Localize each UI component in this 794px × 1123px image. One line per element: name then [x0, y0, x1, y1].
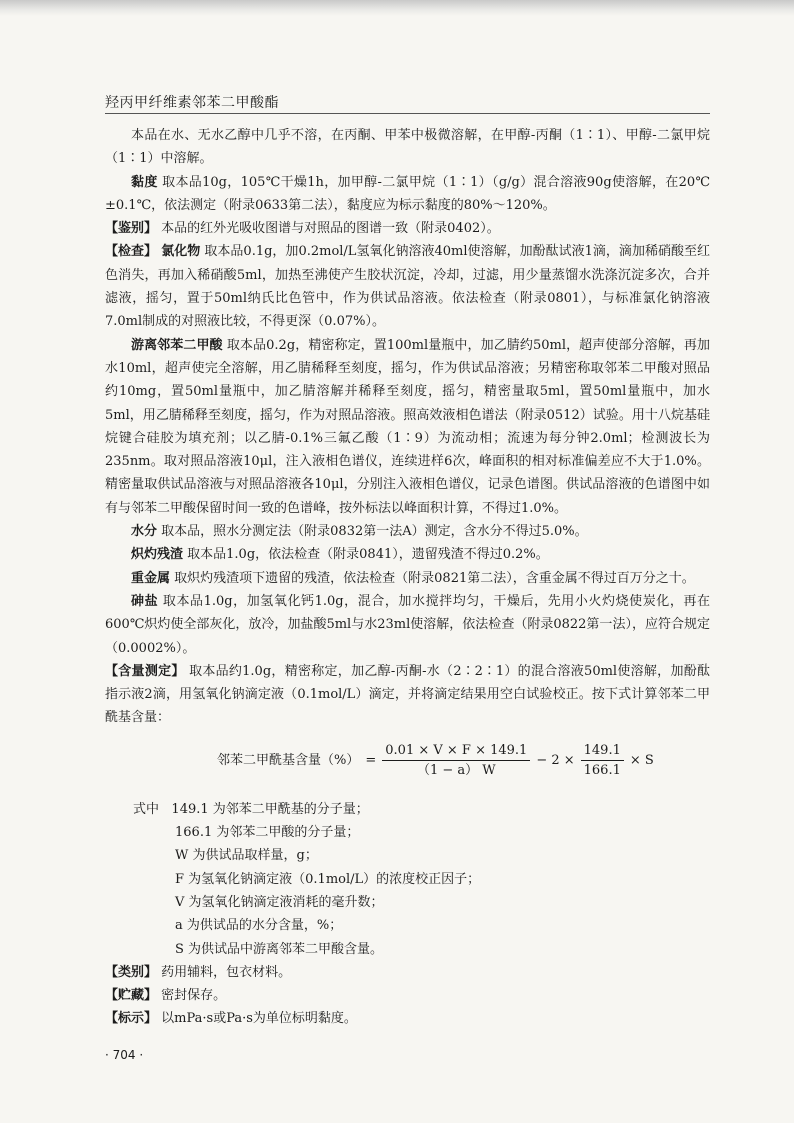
chloride-label: 氯化物 — [161, 244, 201, 260]
chloride-paragraph — [105, 240, 710, 333]
residue-paragraph — [105, 543, 710, 566]
heavy-metals-paragraph — [105, 567, 710, 590]
residue-label: 炽灼残渣 — [131, 547, 184, 563]
solubility-paragraph: 本品在水、无水乙醇中几乎不溶，在丙酮、甲苯中极微溶解，在甲醇-丙酮（1∶1）、甲醇-二氯甲烷（1∶1）中溶解。 — [105, 128, 710, 167]
formula-legend-item: 式中 149.1 为邻苯二甲酰基的分子量； — [133, 801, 369, 817]
labeling-paragraph — [105, 1007, 710, 1030]
formula-denominator-main: （1 − a） W — [416, 763, 496, 779]
water-label: 水分 — [131, 524, 158, 540]
formula-denominator-ratio: 166.1 — [583, 763, 621, 779]
viscosity-paragraph — [105, 171, 710, 218]
viscosity-text: 取本品10g，105℃干燥1h，加甲醇-二氯甲烷（1∶1）（g/g）混合溶液90g使溶解，在20℃±0.1℃，依法测定（附录0633第二法），黏度应为标示黏度的80%～120%。 — [105, 174, 710, 213]
water-paragraph — [105, 520, 710, 543]
monograph-body — [105, 124, 710, 1031]
category-paragraph — [105, 961, 710, 984]
water-text: 取本品，照水分测定法（附录0832第一法A）测定，含水分不得过5.0%。 — [161, 524, 588, 540]
category-text: 药用辅料，包衣材料。 — [161, 964, 292, 980]
assay-label: 【含量测定】 — [105, 663, 185, 679]
assay-paragraph — [105, 660, 710, 730]
viscosity-label: 黏度 — [131, 174, 158, 190]
header-rule — [105, 113, 710, 114]
formula-legend-item: a 为供试品的水分含量，%； — [175, 918, 343, 934]
free-acid-label: 游离邻苯二甲酸 — [131, 337, 223, 353]
labeling-label: 【标示】 — [105, 1011, 158, 1027]
assay-formula — [105, 730, 710, 792]
formula-legend-item: F 为氢氧化钠滴定液（0.1mol/L）的浓度校正因子； — [175, 871, 481, 887]
labeling-text: 以mPa·s或Pa·s为单位标明黏度。 — [161, 1011, 357, 1027]
formula-legend-item: S 为供试品中游离邻苯二甲酸含量。 — [175, 941, 384, 957]
running-head-title: 羟丙甲纤维素邻苯二甲酸酯 — [105, 95, 279, 111]
formula-fraction-main — [382, 741, 530, 780]
free-acid-text: 取本品0.2g，精密称定，置100ml量瓶中，加乙腈约50ml，超声使部分溶解，再加水10ml，超声使完全溶解，用乙腈稀释至刻度，摇匀，作为供试品溶液；另精密称取邻苯二甲酸对照品约10mg，置50ml量瓶中，加乙腈溶解并稀释至刻度，摇匀，精密量取5ml，置50ml量瓶中，加水5ml，用乙腈稀释至刻度，摇匀，作为对照品溶液。照高效液相色谱法（附录0512）试验。用十八烷基硅烷键合硅胶为填充剂；以乙腈-0.1%三氟乙酸（1∶9）为流动相；流速为每分钟2.0ml；检测波长为235nm。取对照品溶液10μl，注入液相色谱仪，连续进样6次，峰面积的相对标准偏差应不大于1.0%。精密量取供试品溶液与对照品溶液各10μl，分别注入液相色谱仪，记录色谱图。供试品溶液的色谱图中如有与邻苯二甲酸保留时间一致的色谱峰，按外标法以峰面积计算，不得过1.0%。 — [105, 337, 710, 516]
formula-fraction-ratio — [581, 741, 624, 780]
formula-numerator-main: 0.01 × V × F × 149.1 — [382, 741, 530, 761]
heavy-metals-text: 取炽灼残渣项下遗留的残渣，依法检查（附录0821第二法），含重金属不得过百万分之十。 — [174, 570, 695, 586]
formula-minus-term: − 2 × — [536, 753, 575, 769]
formula-legend-item: V 为氢氧化钠滴定液消耗的毫升数； — [175, 894, 384, 910]
storage-text: 密封保存。 — [161, 988, 227, 1004]
examination-label: 【检查】 — [105, 244, 158, 260]
formula-legend — [105, 798, 710, 961]
formula-lhs: 邻苯二甲酰基含量（%） — [217, 753, 360, 769]
scan-edge — [0, 0, 794, 16]
chloride-text: 取本品0.1g，加0.2mol/L氢氧化钠溶液40ml使溶解，加酚酞试液1滴，滴加稀硝酸至红色消失，再加入稀硝酸5ml，加热至沸使产生胶状沉淀，冷却，过滤，用少量蒸馏水洗涤沉淀多次，合并滤液，摇匀，置于50ml纳氏比色管中，作为供试品溶液。依法检查（附录0801），与标准氯化钠溶液7.0ml制成的对照液比较，不得更深（0.07%）。 — [105, 244, 710, 330]
free-acid-paragraph — [105, 334, 710, 520]
formula-legend-item: 166.1 为邻苯二甲酸的分子量； — [175, 825, 360, 841]
arsenic-text: 取本品1.0g，加氢氧化钙1.0g，混合，加水搅拌均匀，干燥后，先用小火灼烧使炭化，再在600℃炽灼使全部灰化，放冷，加盐酸5ml与水23ml使溶解，依法检查（附录0822第一法），应符合规定（0.0002%）。 — [105, 593, 710, 656]
formula-legend-label: 式中 — [133, 801, 160, 817]
formula-numerator-ratio: 149.1 — [581, 741, 624, 761]
arsenic-label: 砷盐 — [131, 593, 159, 609]
storage-paragraph — [105, 984, 710, 1007]
identification-paragraph — [105, 217, 710, 240]
heavy-metals-label: 重金属 — [131, 570, 171, 586]
formula-tail: × S — [629, 753, 654, 769]
formula-legend-item: W 为供试品取样量，g； — [175, 848, 318, 864]
identification-text: 本品的红外光吸收图谱与对照品的图谱一致（附录0402）。 — [161, 221, 500, 237]
storage-label: 【贮藏】 — [105, 988, 158, 1004]
formula-equals: = — [365, 753, 377, 769]
residue-text: 取本品1.0g，依法检查（附录0841），遗留残渣不得过0.2%。 — [187, 547, 549, 563]
assay-text: 取本品约1.0g，精密称定，加乙醇-丙酮-水（2∶2∶1）的混合溶液50ml使溶解，加酚酞指示液2滴，用氢氧化钠滴定液（0.1mol/L）滴定，并将滴定结果用空白试验校正。按下式计算邻苯二甲酰基含量： — [105, 663, 710, 726]
page-number: · 704 · — [105, 1048, 144, 1062]
arsenic-paragraph — [105, 590, 710, 660]
category-label: 【类别】 — [105, 964, 158, 980]
identification-label: 【鉴别】 — [105, 221, 158, 237]
